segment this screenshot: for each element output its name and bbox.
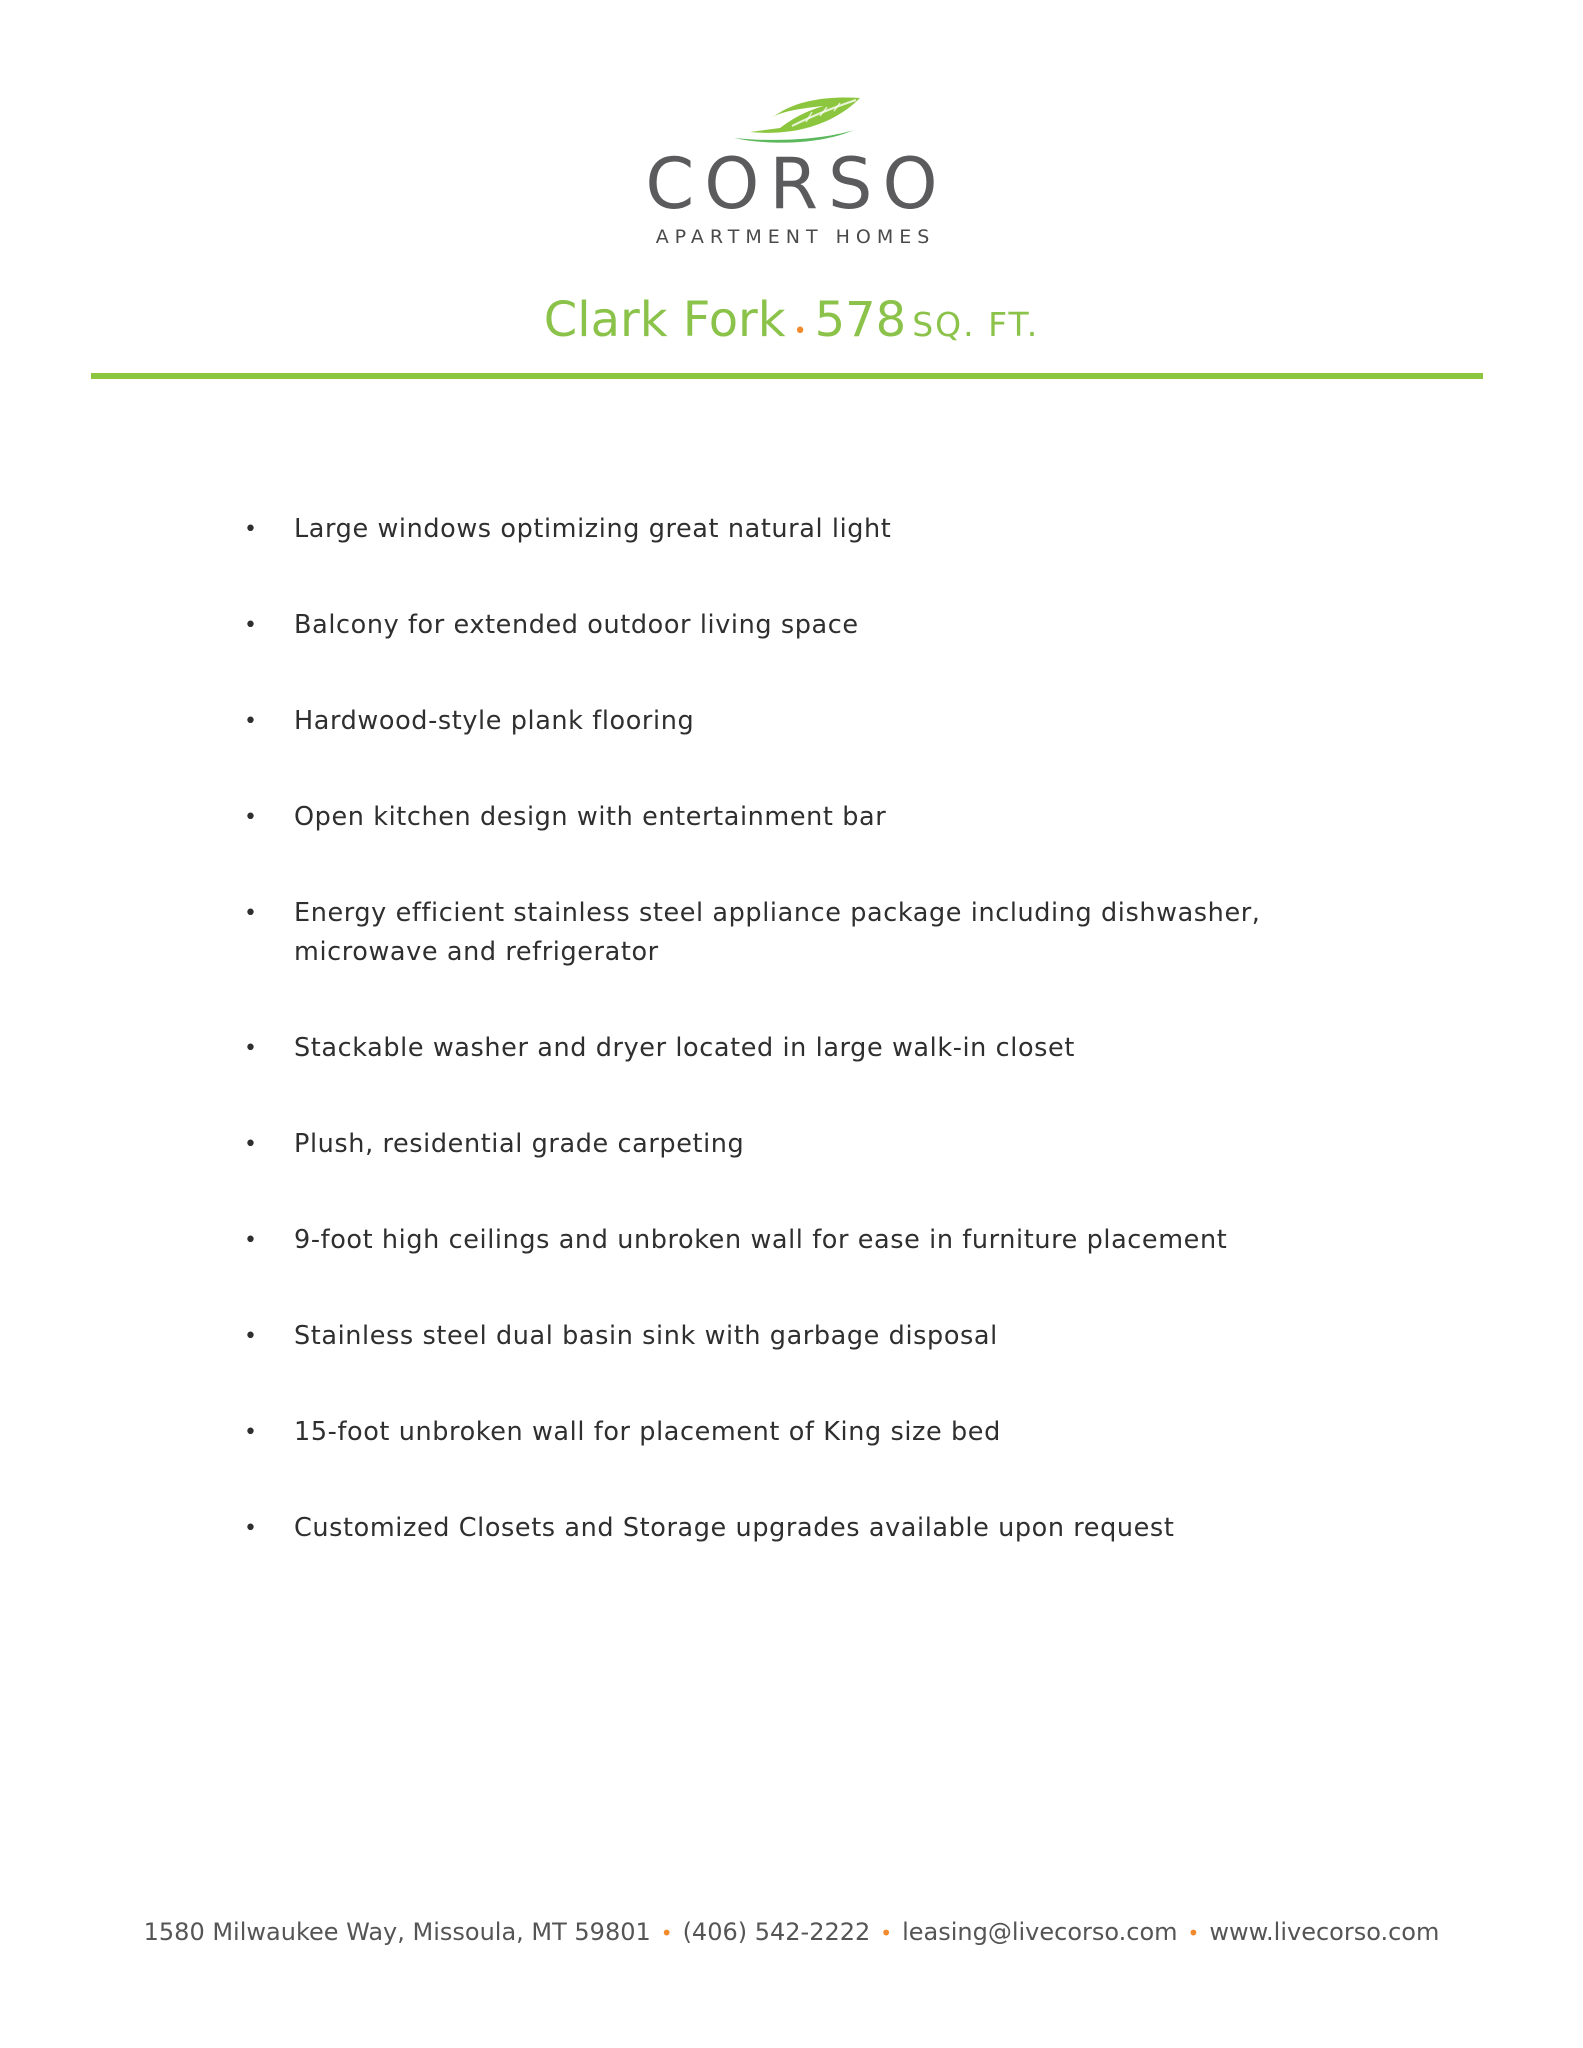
title-divider: [91, 373, 1483, 379]
bullet: •: [244, 1132, 258, 1157]
footer-email[interactable]: leasing@livecorso.com: [902, 1918, 1178, 1946]
feature-text: Plush, residential grade carpeting: [294, 1129, 745, 1159]
feature-text: Energy efficient stainless steel appliance package including dishwasher, microwave and refrigerator: [294, 898, 1261, 967]
bullet: •: [244, 1324, 258, 1349]
corso-logo: [0, 86, 1583, 248]
bullet: •: [244, 901, 258, 926]
logo-subtitle: APARTMENT HOMES: [655, 226, 936, 248]
feature-text: 15-foot unbroken wall for placement of King size bed: [294, 1417, 1001, 1447]
feature-text: Open kitchen design with entertainment bar: [294, 802, 887, 832]
logo-wordmark: CORSO: [645, 143, 948, 225]
list-item: [244, 1125, 1344, 1164]
feature-text: Stackable washer and dryer located in large walk-in closet: [294, 1033, 1075, 1063]
list-item: [244, 606, 1344, 645]
bullet: •: [244, 613, 258, 638]
footer-phone[interactable]: (406) 542-2222: [682, 1918, 871, 1946]
bullet: •: [244, 805, 258, 830]
leaf-icon: [732, 86, 872, 148]
list-item: [244, 1317, 1344, 1356]
footer-separator: •: [1187, 1921, 1200, 1945]
floorplan-size: 578: [814, 292, 907, 348]
list-item: [244, 702, 1344, 741]
bullet: •: [244, 1420, 258, 1445]
contact-footer: [0, 1918, 1583, 1946]
bullet: •: [244, 1516, 258, 1541]
bullet: •: [244, 517, 258, 542]
feature-text: Large windows optimizing great natural light: [294, 514, 892, 544]
list-item: [244, 510, 1344, 549]
feature-text: Customized Closets and Storage upgrades available upon request: [294, 1513, 1175, 1543]
footer-separator: •: [880, 1921, 893, 1945]
bullet: •: [244, 709, 258, 734]
list-item: [244, 1509, 1344, 1548]
footer-website[interactable]: www.livecorso.com: [1209, 1918, 1440, 1946]
feature-text: Hardwood-style plank flooring: [294, 706, 695, 736]
floorplan-name: Clark Fork: [543, 292, 786, 348]
bullet: •: [244, 1228, 258, 1253]
list-item: [244, 1221, 1344, 1260]
bullet: •: [244, 1036, 258, 1061]
floorplan-unit: SQ. FT.: [912, 305, 1040, 344]
feature-text: Stainless steel dual basin sink with garbage disposal: [294, 1321, 998, 1351]
list-item: [244, 894, 1344, 972]
page-title: [0, 292, 1583, 348]
title-separator: •: [793, 319, 807, 344]
list-item: [244, 1413, 1344, 1452]
feature-list: [244, 510, 1344, 1548]
footer-address: 1580 Milwaukee Way, Missoula, MT 59801: [143, 1918, 651, 1946]
feature-text: 9-foot high ceilings and unbroken wall for ease in furniture placement: [294, 1225, 1228, 1255]
list-item: [244, 1029, 1344, 1068]
feature-text: Balcony for extended outdoor living space: [294, 610, 859, 640]
footer-separator: •: [660, 1921, 673, 1945]
list-item: [244, 798, 1344, 837]
